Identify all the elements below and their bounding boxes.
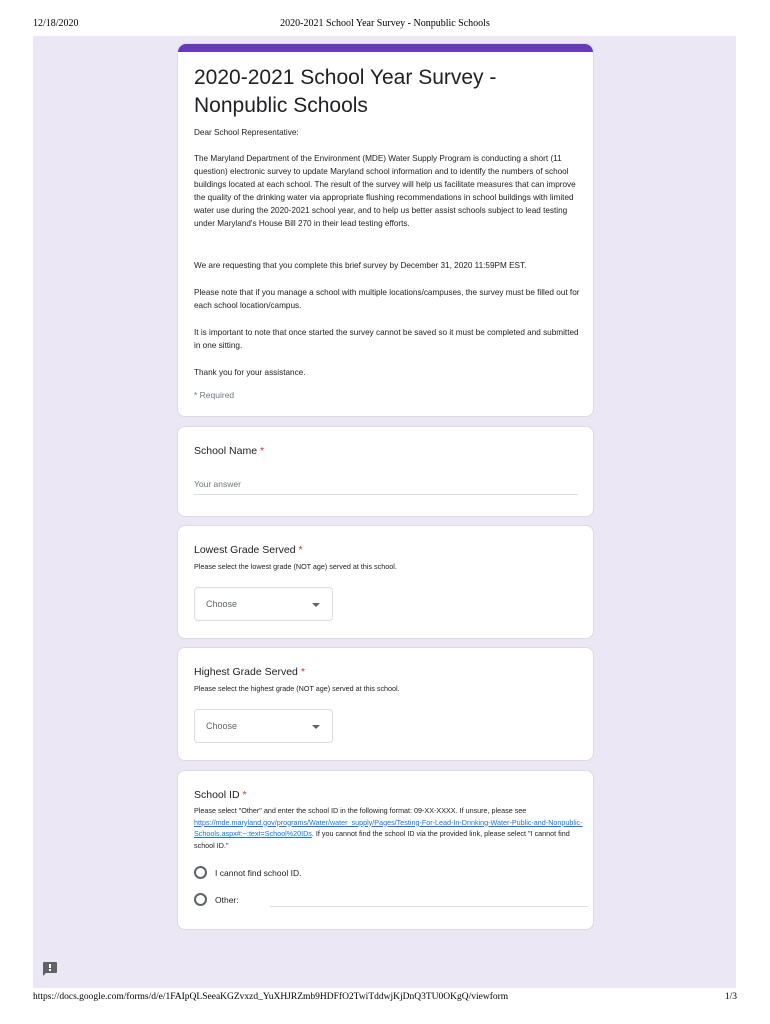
dropdown-arrow-icon (312, 603, 320, 607)
option-label: I cannot find school ID. (215, 868, 302, 878)
feedback-bubble-tail (43, 972, 47, 976)
print-url: https://docs.google.com/forms/d/e/1FAIpQLSeeaKGZvxzd_YuXHJRZmb9HDFfO2TwiTddwjKjDnQ3TU0OKgQ/viewform (33, 992, 509, 1002)
intro-paragraph: Please note that if you manage a school with multiple locations/campuses, the survey must be filled out for each school location/campus. (194, 288, 580, 310)
required-note: * Required (194, 390, 235, 400)
question-description: Please select the lowest grade (NOT age) served at this school. (194, 562, 397, 571)
option-cannot-find-id[interactable] (194, 866, 394, 880)
option-label: Other: (215, 895, 239, 905)
question-description: Please select the highest grade (NOT age) served at this school. (194, 684, 400, 693)
question-lowest-grade (177, 525, 594, 639)
radio-button[interactable] (194, 893, 207, 906)
question-highest-grade (177, 647, 594, 761)
question-title-text: School ID (194, 789, 240, 801)
print-page-number: 1/3 (724, 992, 737, 1002)
form-header-card (177, 43, 594, 417)
intro-greeting: Dear School Representative: (194, 128, 299, 137)
form-title: 2020-2021 School Year Survey - Nonpublic Schools (194, 66, 497, 117)
form-accent-bar (178, 44, 593, 52)
description-text: . If you cannot find the school ID via the provided link, please select "I cannot find school ID." (194, 829, 570, 850)
intro-paragraph: The Maryland Department of the Environment (MDE) Water Supply Program is conducting a short (11 question) electronic survey to update Maryland school information and to identify the numbers of school buildings located at each school. The result of the survey will help us facilitate measures that can improve the quality of the drinking water via appropriate flushing recommendations in school buildings with limited water use during the 2020-2021 school year, and to help us better assist schools subject to lead testing under Maryland's House Bill 270 in their lead testing efforts. (194, 154, 576, 228)
other-text-input[interactable] (270, 906, 588, 907)
radio-button[interactable] (194, 866, 207, 879)
dropdown-arrow-icon (312, 725, 320, 729)
question-description (194, 805, 584, 851)
report-feedback-icon[interactable] (43, 962, 59, 976)
question-title (194, 789, 247, 801)
question-title-text: Highest Grade Served (194, 666, 298, 678)
print-header (0, 0, 770, 36)
intro-paragraph: We are requesting that you complete this brief survey by December 31, 2020 11:59PM EST. (194, 261, 527, 270)
dropdown-selected-value: Choose (206, 599, 238, 609)
highest-grade-dropdown[interactable] (194, 709, 333, 743)
required-asterisk: * (298, 544, 303, 556)
question-title (194, 666, 305, 678)
required-asterisk: * (300, 666, 305, 678)
option-other[interactable] (194, 893, 588, 907)
print-date: 12/18/2020 (33, 18, 79, 29)
school-name-input[interactable]: Your answer (194, 479, 578, 495)
lowest-grade-dropdown[interactable] (194, 587, 333, 621)
intro-paragraph: It is important to note that once started the survey cannot be saved so it must be completed and submitted in one sitting. (194, 328, 579, 350)
question-title-text: Lowest Grade Served (194, 544, 296, 556)
question-school-name (177, 426, 594, 517)
intro-paragraph: Thank you for your assistance. (194, 368, 306, 377)
print-page-title: 2020-2021 School Year Survey - Nonpublic Schools (280, 18, 490, 29)
question-title-text: School Name (194, 445, 258, 457)
question-title (194, 445, 264, 457)
required-asterisk: * (259, 445, 265, 457)
feedback-exclamation-dot (49, 969, 51, 971)
school-id-lookup-link[interactable]: https://mde.maryland.gov/programs/Water/water_supply/Pages/Testing-For-Lead-In-Drinking-Water-Public-and-Nonpublic-Schools.aspx#:~:text=School%20IDs (194, 817, 583, 838)
description-text: Please select "Other" and enter the school ID in the following format: 09-XX-XXXX. If unsure, please see (194, 806, 527, 815)
question-title (194, 544, 303, 556)
question-school-id (177, 770, 594, 930)
print-footer (0, 988, 770, 1024)
required-asterisk: * (242, 789, 247, 801)
dropdown-selected-value: Choose (206, 721, 238, 731)
feedback-exclamation (49, 964, 51, 968)
